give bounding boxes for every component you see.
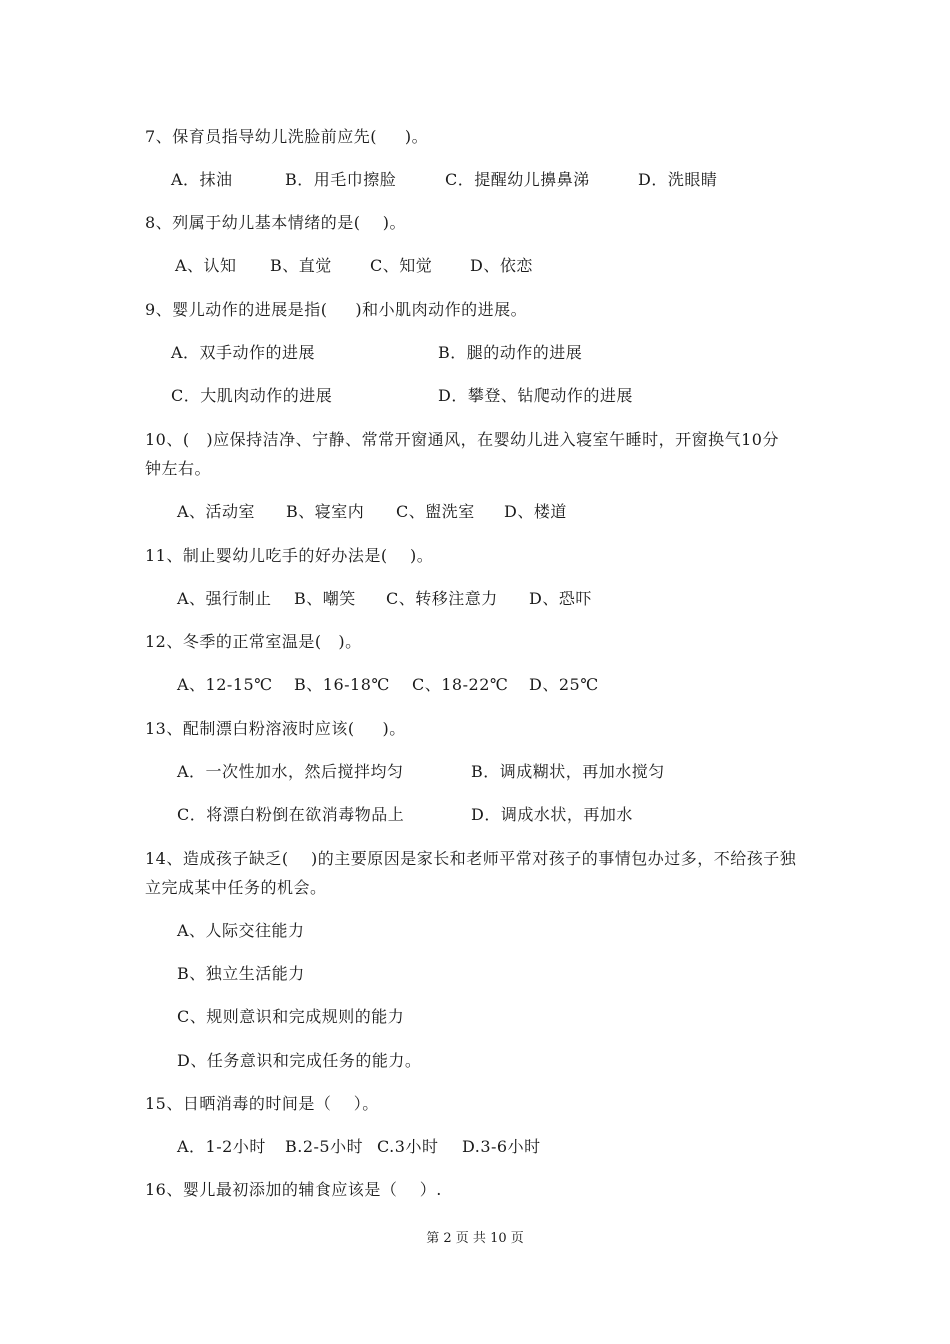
question-text: 造成孩子缺乏( )的主要原因是家长和老师平常对孩子的事情包办过多，不给孩子独 xyxy=(182,849,797,868)
option-d: D.3-6小时 xyxy=(462,1137,541,1156)
option-d: D．攀登、钻爬动作的进展 xyxy=(438,386,633,405)
question-16 xyxy=(145,1180,442,1200)
question-text: 冬季的正常室温是( )。 xyxy=(182,632,362,651)
option-a: A．双手动作的进展 xyxy=(171,343,316,362)
question-number: 16、 xyxy=(145,1180,183,1199)
option-d: D、任务意识和完成任务的能力。 xyxy=(177,1051,422,1070)
question-number: 11、 xyxy=(145,546,183,565)
question-text: 日晒消毒的时间是（ ）。 xyxy=(182,1094,379,1113)
option-b: B.2-5小时 xyxy=(285,1137,364,1156)
question-text: ( )应保持洁净、宁静、常常开窗通风，在婴幼儿进入寝室午睡时，开窗换气10分 xyxy=(182,430,779,449)
question-number: 8、 xyxy=(145,213,173,232)
option-b: B、直觉 xyxy=(270,256,332,275)
question-12 xyxy=(145,632,362,652)
total-pages: 10 xyxy=(490,1231,507,1246)
option-b: B．调成糊状，再加水搅匀 xyxy=(471,762,665,781)
option-a: A．一次性加水，然后搅拌均匀 xyxy=(177,762,404,781)
question-number: 14、 xyxy=(145,849,183,868)
option-c: C．大肌肉动作的进展 xyxy=(171,386,333,405)
question-text: 制止婴幼儿吃手的好办法是( )。 xyxy=(182,546,434,565)
option-c: C、知觉 xyxy=(370,256,433,275)
question-number: 12、 xyxy=(145,632,183,651)
option-d: D、25℃ xyxy=(529,675,599,694)
question-15 xyxy=(145,1094,379,1114)
option-b: B．用毛巾擦脸 xyxy=(285,170,397,189)
page-number: 2 xyxy=(443,1231,452,1246)
option-d: D．洗眼睛 xyxy=(638,170,718,189)
option-d: D、依恋 xyxy=(470,256,533,275)
page-footer xyxy=(0,1231,950,1247)
option-a: A、12-15℃ xyxy=(177,675,273,694)
question-number: 10、 xyxy=(145,430,183,449)
question-number: 7、 xyxy=(145,127,173,146)
option-d: D．调成水状，再加水 xyxy=(471,805,633,824)
option-a: A．1-2小时 xyxy=(177,1137,266,1156)
option-a: A、强行制止 xyxy=(177,589,272,608)
option-a: A、认知 xyxy=(175,256,237,275)
option-a: A、活动室 xyxy=(177,502,256,521)
option-c: C．提醒幼儿擤鼻涕 xyxy=(445,170,590,189)
footer-suffix: 页 xyxy=(510,1231,524,1246)
option-d: D、楼道 xyxy=(504,502,567,521)
option-d: D、恐吓 xyxy=(529,589,592,608)
question-number: 9、 xyxy=(145,300,173,319)
question-text: 保育员指导幼儿洗脸前应先( )。 xyxy=(172,127,429,146)
question-text-continued: 立完成某中任务的机会。 xyxy=(145,878,327,897)
option-c: C、18-22℃ xyxy=(412,675,509,694)
footer-middle: 页 共 xyxy=(455,1231,486,1246)
option-b: B、16-18℃ xyxy=(294,675,390,694)
option-c: C．将漂白粉倒在欲消毒物品上 xyxy=(177,805,405,824)
question-9 xyxy=(145,300,527,320)
option-b: B、独立生活能力 xyxy=(177,964,305,983)
option-c: C.3小时 xyxy=(377,1137,439,1156)
option-b: B、嘲笑 xyxy=(294,589,356,608)
question-14 xyxy=(145,849,796,869)
question-10 xyxy=(145,430,779,450)
question-13 xyxy=(145,719,406,739)
option-a: A、人际交往能力 xyxy=(177,921,305,940)
option-c: C、盥洗室 xyxy=(396,502,475,521)
question-7 xyxy=(145,127,428,147)
question-text-continued: 钟左右。 xyxy=(145,459,212,478)
question-text: 配制漂白粉溶液时应该( )。 xyxy=(182,719,406,738)
option-b: B．腿的动作的进展 xyxy=(438,343,583,362)
question-8 xyxy=(145,213,406,233)
option-c: C、规则意识和完成规则的能力 xyxy=(177,1007,405,1026)
question-number: 13、 xyxy=(145,719,183,738)
footer-prefix: 第 xyxy=(426,1231,440,1246)
question-11 xyxy=(145,546,433,566)
question-number: 15、 xyxy=(145,1094,183,1113)
question-text: 婴儿动作的进展是指( )和小肌肉动作的进展。 xyxy=(172,300,528,319)
question-text: 婴儿最初添加的辅食应该是（ ）. xyxy=(182,1180,442,1199)
option-b: B、寝室内 xyxy=(286,502,365,521)
question-text: 列属于幼儿基本情绪的是( )。 xyxy=(172,213,407,232)
option-c: C、转移注意力 xyxy=(386,589,498,608)
option-a: A．抹油 xyxy=(171,170,233,189)
